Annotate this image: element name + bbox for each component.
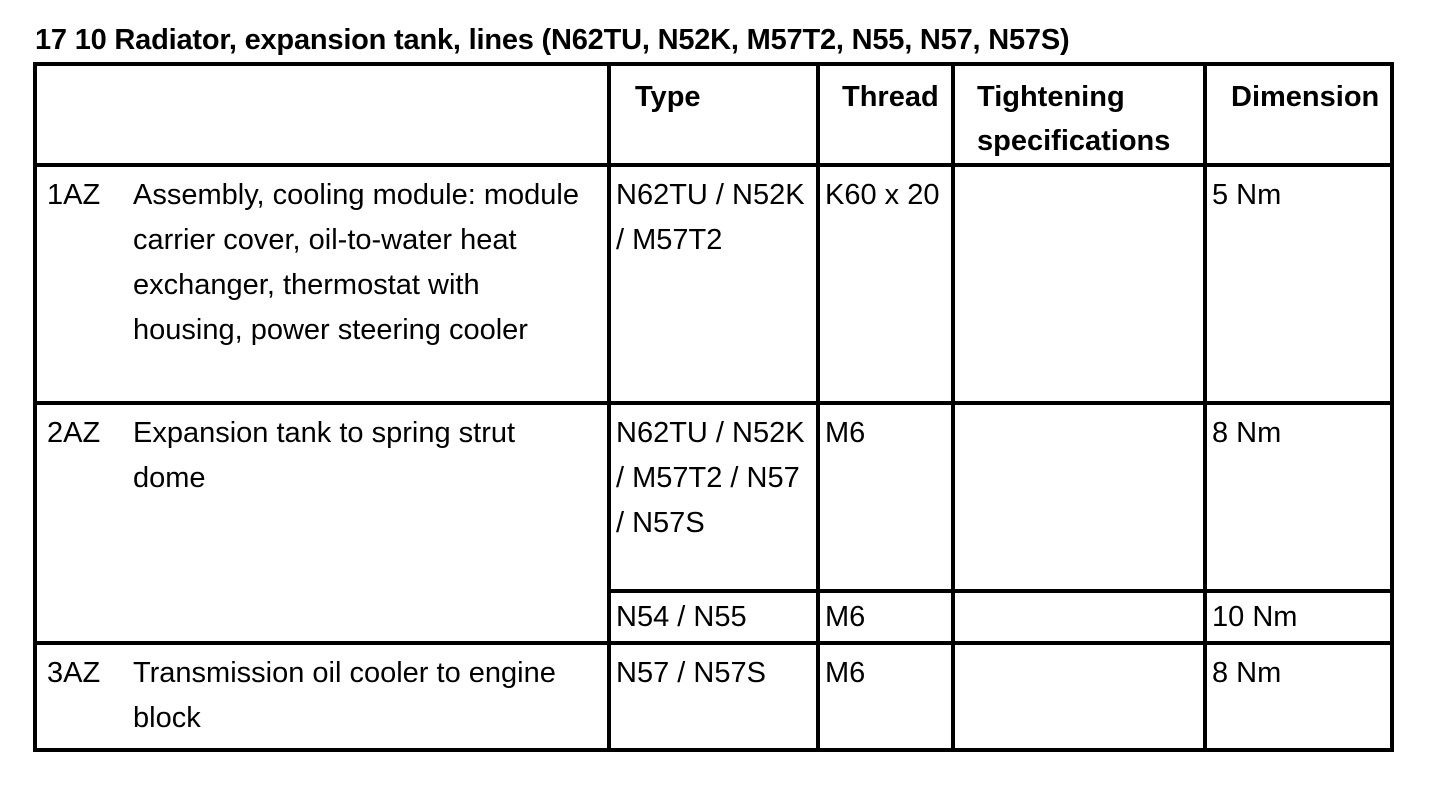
dimension-cell: 10 Nm: [1205, 591, 1392, 643]
table-header-row: [35, 64, 1392, 165]
tightening-cell: [953, 591, 1205, 643]
tightening-cell: [953, 643, 1205, 750]
item-cell: [35, 643, 609, 750]
item-description: Expansion tank to spring strut dome: [133, 417, 516, 494]
item-cell: [35, 165, 609, 403]
header-tightening-specifications: Tightening specifications: [953, 64, 1205, 165]
item-code: 1AZ: [47, 179, 101, 211]
dimension-cell: 8 Nm: [1205, 403, 1392, 591]
thread-cell: M6: [818, 591, 953, 643]
type-cell: N62TU / N52K / M57T2: [609, 165, 818, 403]
header-dimension: Dimension: [1205, 64, 1392, 165]
table-row: [35, 643, 1392, 750]
table-row: [35, 403, 1392, 591]
header-item: [35, 64, 609, 165]
type-cell: N54 / N55: [609, 591, 818, 643]
item-cell: [35, 403, 609, 643]
header-type: Type: [609, 64, 818, 165]
thread-cell: K60 x 20: [818, 165, 953, 403]
tightening-cell: [953, 403, 1205, 591]
thread-cell: M6: [818, 403, 953, 591]
item-code: 2AZ: [47, 417, 101, 449]
type-cell: N57 / N57S: [609, 643, 818, 750]
type-cell: N62TU / N52K / M57T2 / N57 / N57S: [609, 403, 818, 591]
document-title: 17 10 Radiator, expansion tank, lines (N62TU, N52K, M57T2, N55, N57, N57S): [35, 24, 1070, 56]
thread-cell: M6: [818, 643, 953, 750]
table-row: [35, 165, 1392, 403]
header-thread: Thread: [818, 64, 953, 165]
dimension-cell: 8 Nm: [1205, 643, 1392, 750]
item-description: Transmission oil cooler to engine block: [133, 657, 556, 734]
dimension-cell: 5 Nm: [1205, 165, 1392, 403]
torque-spec-table: [33, 62, 1394, 752]
item-description: Assembly, cooling module: module carrier cover, oil-to-water heat exchanger, thermostat with housing, power steering cooler: [133, 179, 579, 346]
tightening-cell: [953, 165, 1205, 403]
item-code: 3AZ: [47, 657, 101, 689]
